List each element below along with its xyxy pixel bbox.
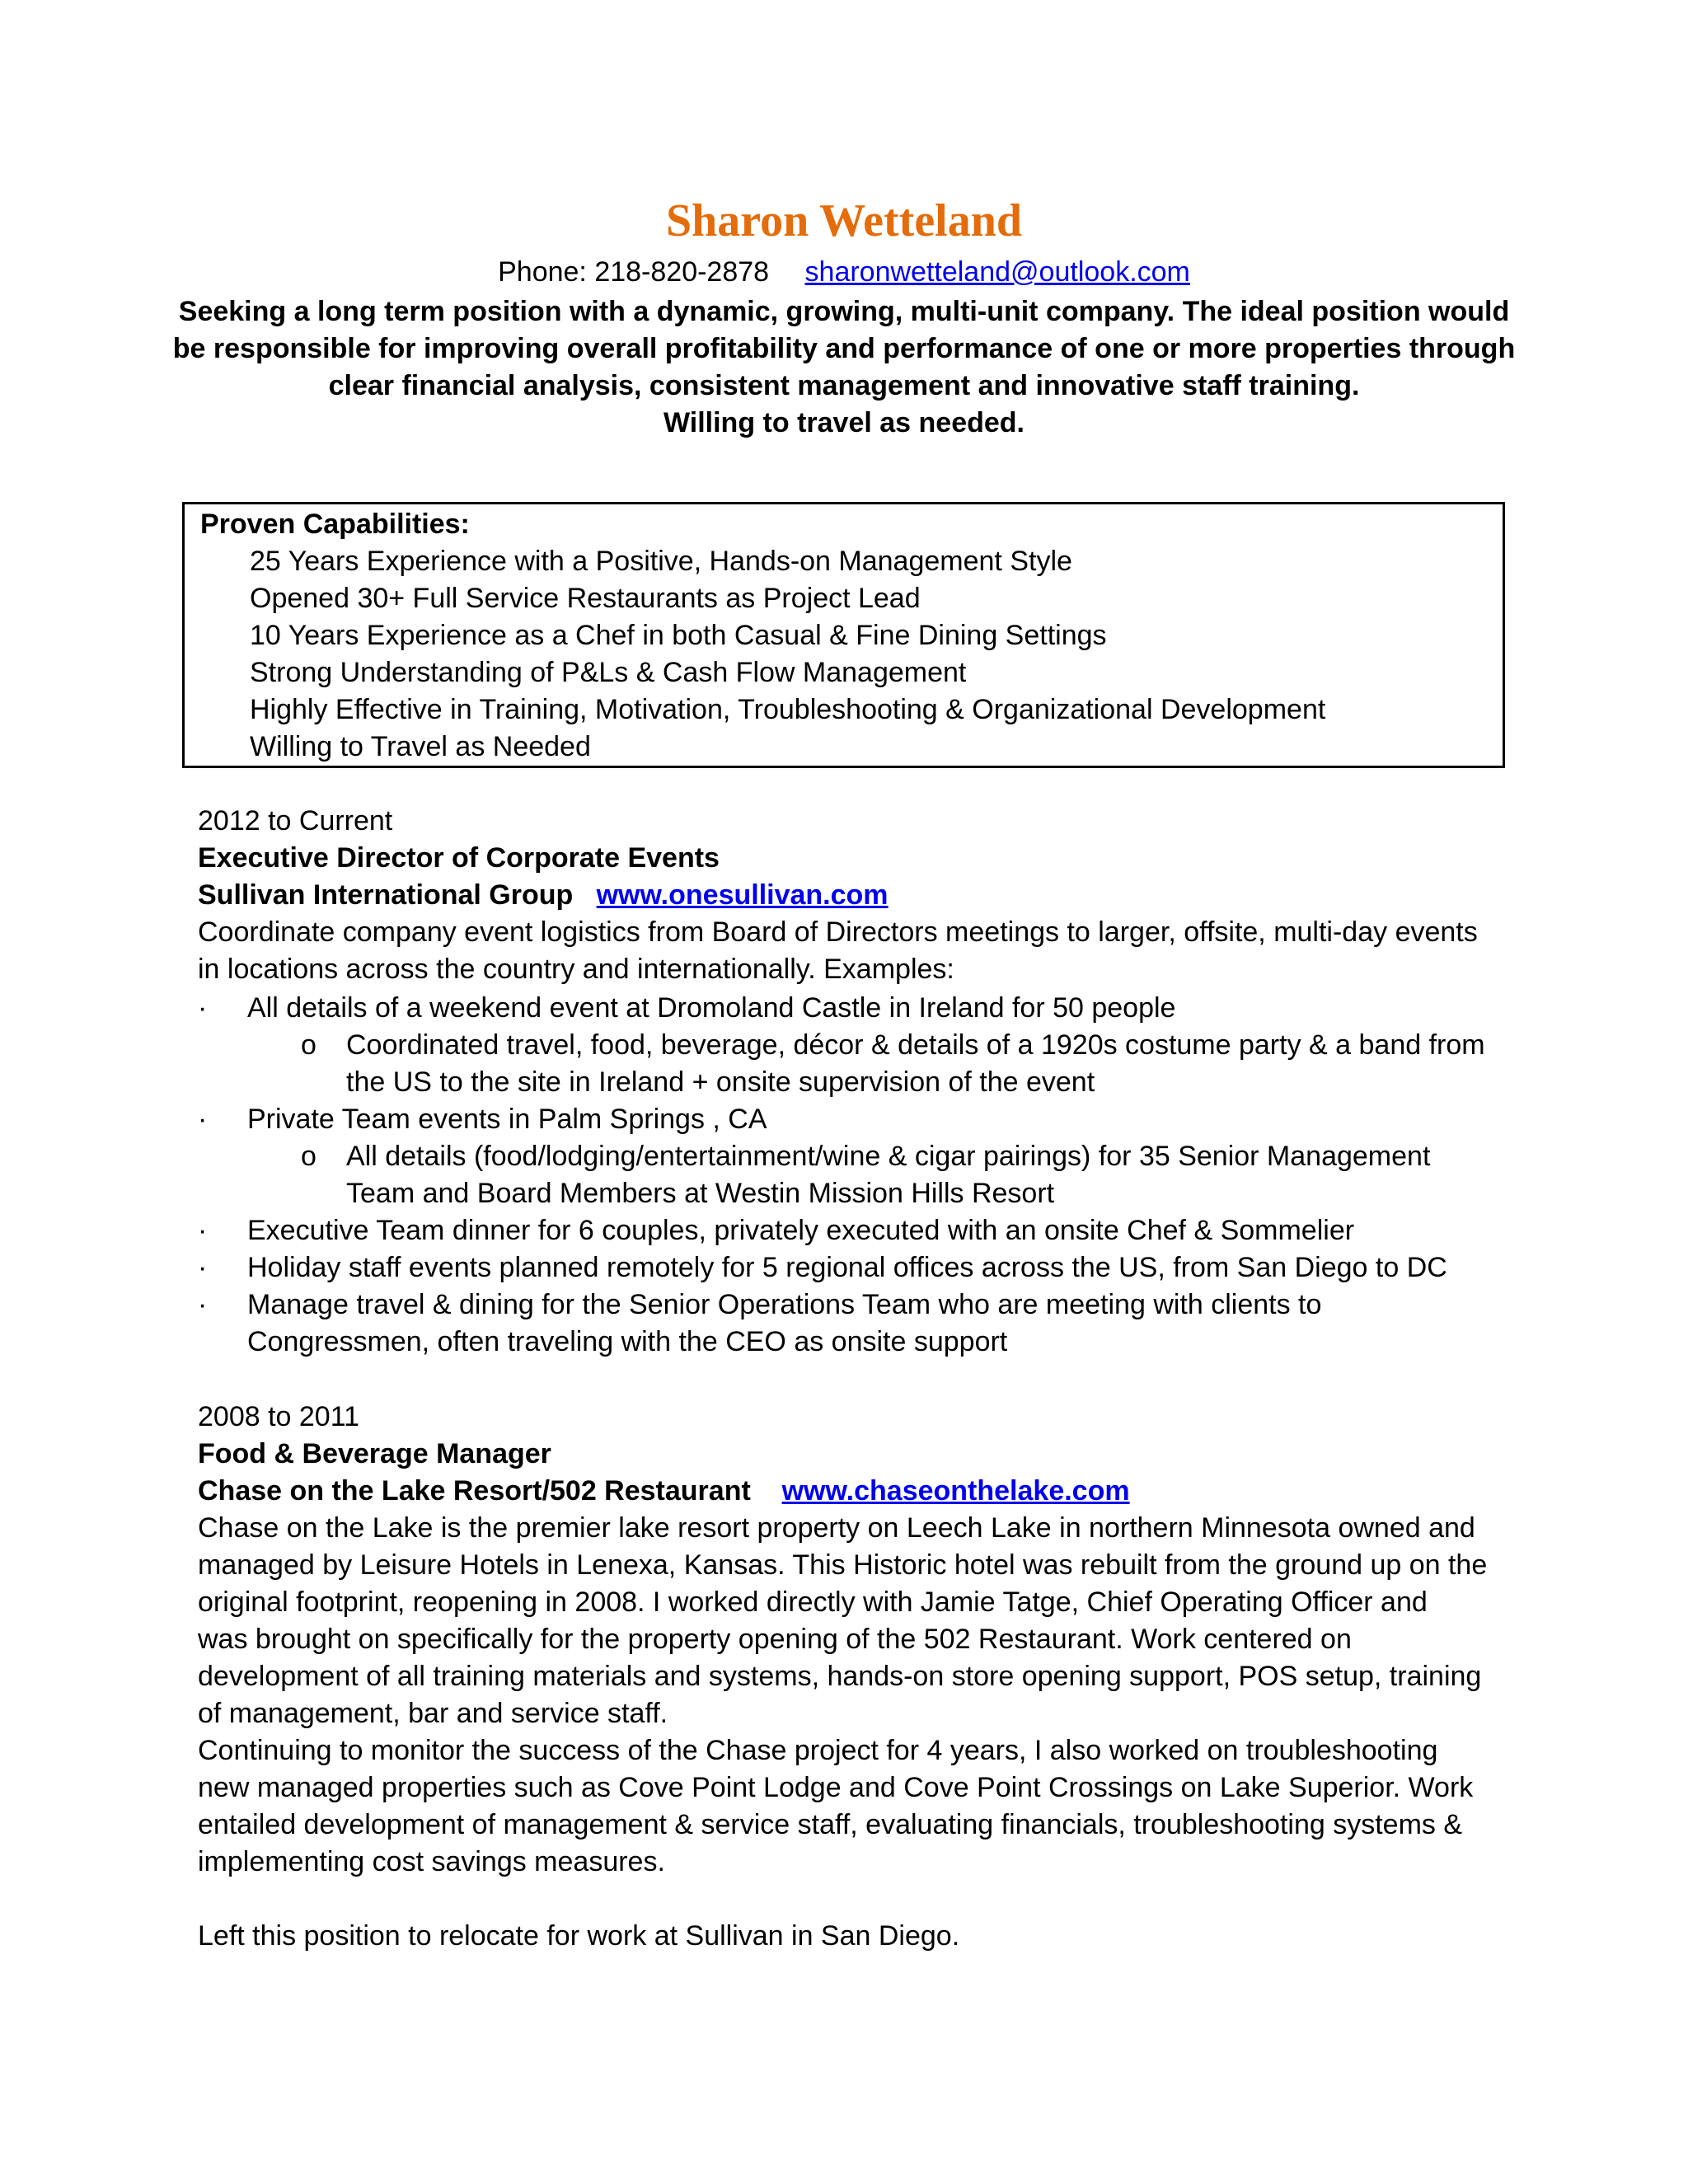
paragraph-line: implementing cost savings measures. [198, 1846, 665, 1877]
list-item [198, 990, 1533, 1027]
job-company-line [198, 1473, 1533, 1510]
paragraph-line: managed by Leisure Hotels in Lenexa, Kansas. This Historic hotel was rebuilt from the ground up on the [198, 1549, 1488, 1581]
objective-line: clear financial analysis, consistent management and innovative staff training. [328, 370, 1360, 401]
phone-label: Phone: [498, 256, 587, 288]
circle-bullet-icon: o [301, 1141, 316, 1172]
bullet-icon: · [198, 1289, 208, 1320]
capabilities-box [182, 502, 1505, 768]
bullet-icon: · [198, 992, 208, 1024]
email-link[interactable]: sharonwetteland@outlook.com [804, 256, 1190, 288]
job-company-line [198, 877, 1533, 914]
list-item-text: Private Team events in Palm Springs , CA [247, 1104, 767, 1135]
capability-item: Highly Effective in Training, Motivation, Troubleshooting & Organizational Development [250, 694, 1326, 725]
bullet-icon: · [198, 1252, 208, 1283]
job-company: Sullivan International Group [198, 879, 574, 911]
job-chase-on-the-lake [198, 1399, 1533, 1955]
list-item-text: All details of a weekend event at Dromoland Castle in Ireland for 50 people [247, 992, 1176, 1024]
job-sullivan [198, 803, 1533, 1361]
list-item-text: Manage travel & dining for the Senior Operations Team who are meeting with clients to [247, 1289, 1322, 1320]
paragraph-line: Chase on the Lake is the premier lake resort property on Leech Lake in northern Minnesota owned and [198, 1512, 1475, 1544]
objective-line: Willing to travel as needed. [663, 407, 1025, 438]
paragraph-line: development of all training materials and systems, hands-on store opening support, POS setup, training [198, 1661, 1482, 1692]
capability-item: 25 Years Experience with a Positive, Hands-on Management Style [250, 546, 1072, 577]
paragraph-line: original footprint, reopening in 2008. I worked directly with Jamie Tatge, Chief Operating Officer and [198, 1586, 1428, 1618]
paragraph-line: new managed properties such as Cove Point Lodge and Cove Point Crossings on Lake Superior. Work [198, 1772, 1474, 1803]
sub-list-item-text: All details (food/lodging/entertainment/wine & cigar pairings) for 35 Senior Management [346, 1141, 1431, 1172]
sub-list-item-text: Team and Board Members at Westin Mission Hills Resort [346, 1178, 1055, 1209]
list-item-text: Holiday staff events planned remotely for 5 regional offices across the US, from San Diego to DC [247, 1252, 1447, 1283]
objective-line: Seeking a long term position with a dynamic, growing, multi-unit company. The ideal position would [178, 296, 1510, 327]
capability-item: 10 Years Experience as a Chef in both Casual & Fine Dining Settings [250, 620, 1107, 651]
job-dates: 2008 to 2011 [198, 1401, 359, 1432]
list-item [198, 1249, 1533, 1286]
bullet-icon: · [198, 1215, 208, 1246]
list-item [198, 1101, 1533, 1138]
paragraph-line: of management, bar and service staff. [198, 1698, 668, 1729]
list-item [198, 1286, 1533, 1361]
job-description-continued [198, 1732, 1533, 1881]
company-website-link[interactable]: www.chaseonthelake.com [781, 1475, 1130, 1507]
sub-list-item [198, 1138, 1533, 1212]
paragraph-line: was brought on specifically for the property opening of the 502 Restaurant. Work centered on [198, 1624, 1352, 1655]
job-company: Chase on the Lake Resort/502 Restaurant [198, 1475, 751, 1507]
job-title: Executive Director of Corporate Events [198, 842, 720, 874]
list-item-text-continued: Congressmen, often traveling with the CEO as onsite support [247, 1326, 1008, 1357]
sub-list-item [198, 1027, 1533, 1101]
capability-item: Willing to Travel as Needed [250, 731, 591, 762]
capabilities-title: Proven Capabilities: [200, 509, 470, 540]
contact-line [0, 255, 1688, 289]
job-dates: 2012 to Current [198, 805, 393, 837]
circle-bullet-icon: o [301, 1029, 316, 1061]
phone-number: 218-820-2878 [594, 256, 770, 288]
job-summary-line: Coordinate company event logistics from Board of Directors meetings to larger, offsite, multi-day events [198, 916, 1478, 948]
sub-list-item-text: the US to the site in Ireland + onsite supervision of the event [346, 1066, 1095, 1098]
sub-list-item-text: Coordinated travel, food, beverage, décor & details of a 1920s costume party & a band from [346, 1029, 1485, 1061]
paragraph-line: entailed development of management & service staff, evaluating financials, troubleshooting systems & [198, 1809, 1463, 1840]
objective-line: be responsible for improving overall profitability and performance of one or more properties through [172, 333, 1516, 364]
list-item-text: Executive Team dinner for 6 couples, privately executed with an onsite Chef & Sommelier [247, 1215, 1355, 1246]
job-description [198, 1510, 1533, 1732]
company-website-link[interactable]: www.onesullivan.com [596, 879, 889, 911]
capability-item: Opened 30+ Full Service Restaurants as Project Lead [250, 583, 921, 614]
candidate-name: Sharon Wetteland [665, 195, 1023, 246]
closing-note: Left this position to relocate for work at Sullivan in San Diego. [198, 1920, 960, 1952]
list-item [198, 1212, 1533, 1249]
job-summary-line: in locations across the country and internationally. Examples: [198, 954, 954, 985]
capability-item: Strong Understanding of P&Ls & Cash Flow Management [250, 657, 967, 688]
bullet-icon: · [198, 1104, 208, 1135]
paragraph-line: Continuing to monitor the success of the Chase project for 4 years, I also worked on troubleshooting [198, 1735, 1438, 1766]
job-title: Food & Beverage Manager [198, 1438, 551, 1469]
objective-statement [165, 293, 1523, 442]
